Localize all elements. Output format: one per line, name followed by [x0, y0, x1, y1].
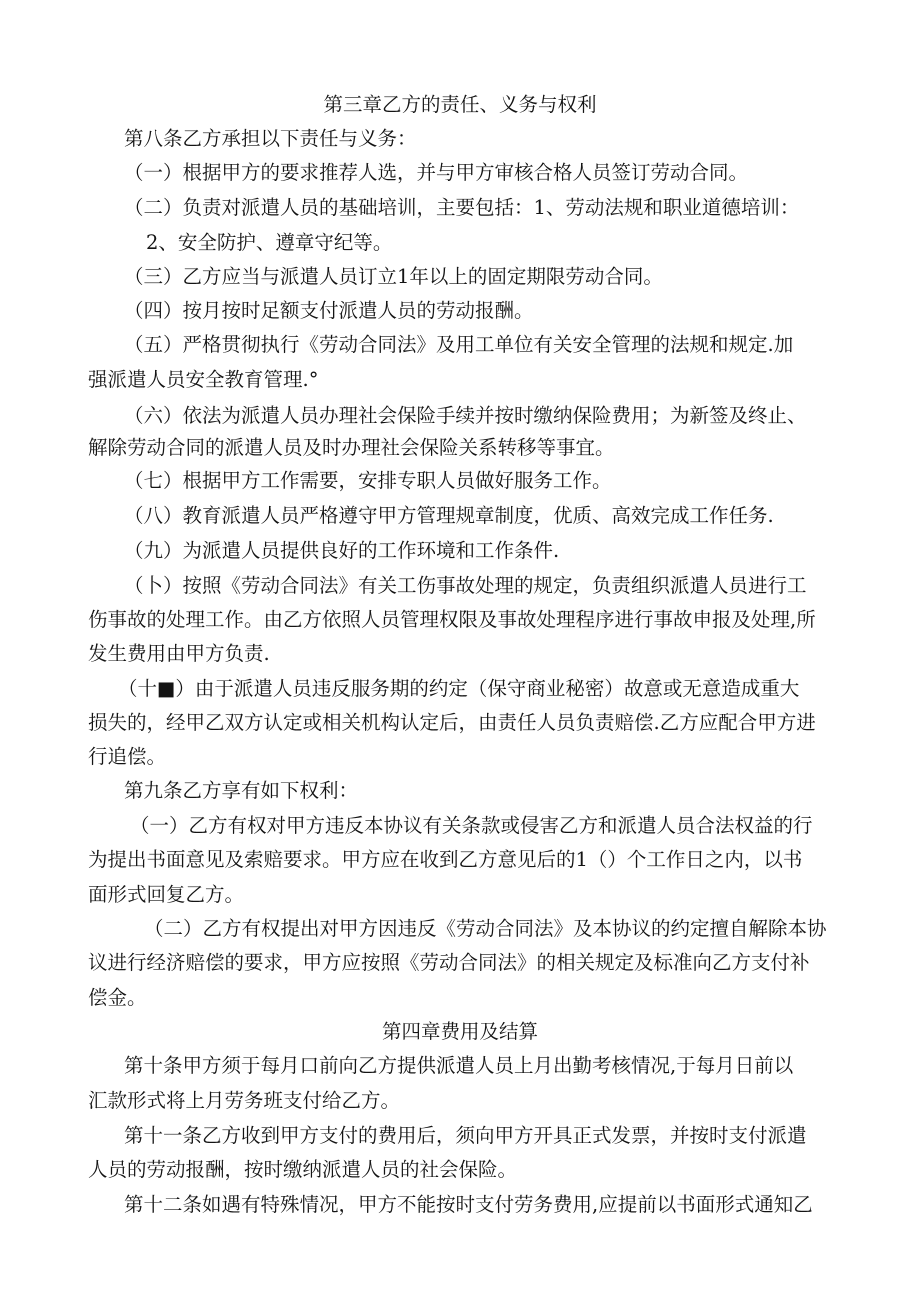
article-8-item-2-cont: 2、安全防护、遵章守纪等。	[146, 231, 393, 254]
article-8-item-2: （二）负责对派遣人员的基础培训，主要包括：1、劳动法规和职业道德培训：	[124, 196, 800, 219]
article-9-item-1-cont2: 面形式回复乙方。	[88, 883, 245, 906]
article-8-item-3: （三）乙方应当与派遣人员订立1年以上的固定期限劳动合同。	[124, 265, 663, 288]
article-10-cont: 汇款形式将上月劳务班支付给乙方。	[88, 1089, 401, 1112]
article-8-item-11: （十■）由于派遣人员违反服务期的约定（保守商业秘密）故意或无意造成重大	[118, 677, 800, 700]
article-9-heading: 第九条乙方享有如下权利：	[124, 779, 359, 802]
article-9-item-1-cont: 为提出书面意见及索赔要求。甲方应在收到乙方意见后的1（）个工作日之内，以书	[88, 848, 803, 871]
article-8-item-5-cont: 强派遣人员安全教育管理.°	[88, 368, 319, 391]
article-9-item-1: （一）乙方有权对甲方违反本协议有关条款或侵害乙方和派遣人员合法权益的行	[130, 814, 813, 837]
article-11: 第十一条乙方收到甲方支付的费用后，须向甲方开具正式发票，并按时支付派遣	[124, 1124, 807, 1147]
chapter-3-title: 第三章乙方的责任、义务与权利	[323, 93, 597, 116]
article-8-item-11-cont: 损失的，经甲乙双方认定或相关机构认定后，由责任人员负责赔偿.乙方应配合甲方进	[88, 711, 816, 734]
article-8-item-9: （九）为派遣人员提供良好的工作环境和工作条件.	[124, 539, 560, 562]
article-8-item-10: （卜）按照《劳动合同法》有关工伤事故处理的规定，负责组织派遣人员进行工	[124, 574, 807, 597]
article-8-item-10-cont2: 发生费用由甲方负责.	[88, 642, 270, 665]
article-8-item-7: （七）根据甲方工作需要，安排专职人员做好服务工作。	[124, 469, 612, 492]
article-9-item-2: （二）乙方有权提出对甲方因违反《劳动合同法》及本协议的约定擅自解除本协	[144, 917, 827, 940]
article-8-item-8: （八）教育派遣人员严格遵守甲方管理规章制度，优质、高效完成工作任务.	[124, 504, 774, 527]
article-8-item-5: （五）严格贯彻执行《劳动合同法》及用工单位有关安全管理的法规和规定.加	[124, 333, 794, 356]
article-9-item-2-cont2: 偿金。	[88, 986, 147, 1009]
article-10: 第十条甲方须于每月口前向乙方提供派遣人员上月出勤考核情况,于每月日前以	[124, 1054, 794, 1077]
article-8-item-6: （六）依法为派遣人员办理社会保险手续并按时缴纳保险费用；为新签及终止、	[124, 404, 807, 427]
article-8-item-1: （一）根据甲方的要求推荐人选，并与甲方审核合格人员签订劳动合同。	[124, 161, 749, 184]
article-8-item-11-cont2: 行追偿。	[88, 745, 167, 768]
chapter-4-title: 第四章费用及结算	[381, 1020, 538, 1043]
article-8-item-10-cont: 伤事故的处理工作。由乙方依照人员管理权限及事故处理程序进行事故申报及处理,所	[88, 608, 816, 631]
article-8-item-6-cont: 解除劳动合同的派遣人员及时办理社会保险关系转移等事宜。	[88, 436, 615, 459]
article-8-item-4: （四）按月按时足额支付派遣人员的劳动报酬。	[124, 299, 534, 322]
article-11-cont: 人员的劳动报酬，按时缴纳派遣人员的社会保险。	[88, 1158, 518, 1181]
article-12: 第十二条如遇有特殊情况，甲方不能按时支付劳务费用,应提前以书面形式通知乙	[124, 1193, 813, 1216]
article-8-heading: 第八条乙方承担以下责任与义务：	[124, 127, 417, 150]
article-9-item-2-cont: 议进行经济赔偿的要求，甲方应按照《劳动合同法》的相关规定及标准向乙方支付补	[88, 951, 810, 974]
